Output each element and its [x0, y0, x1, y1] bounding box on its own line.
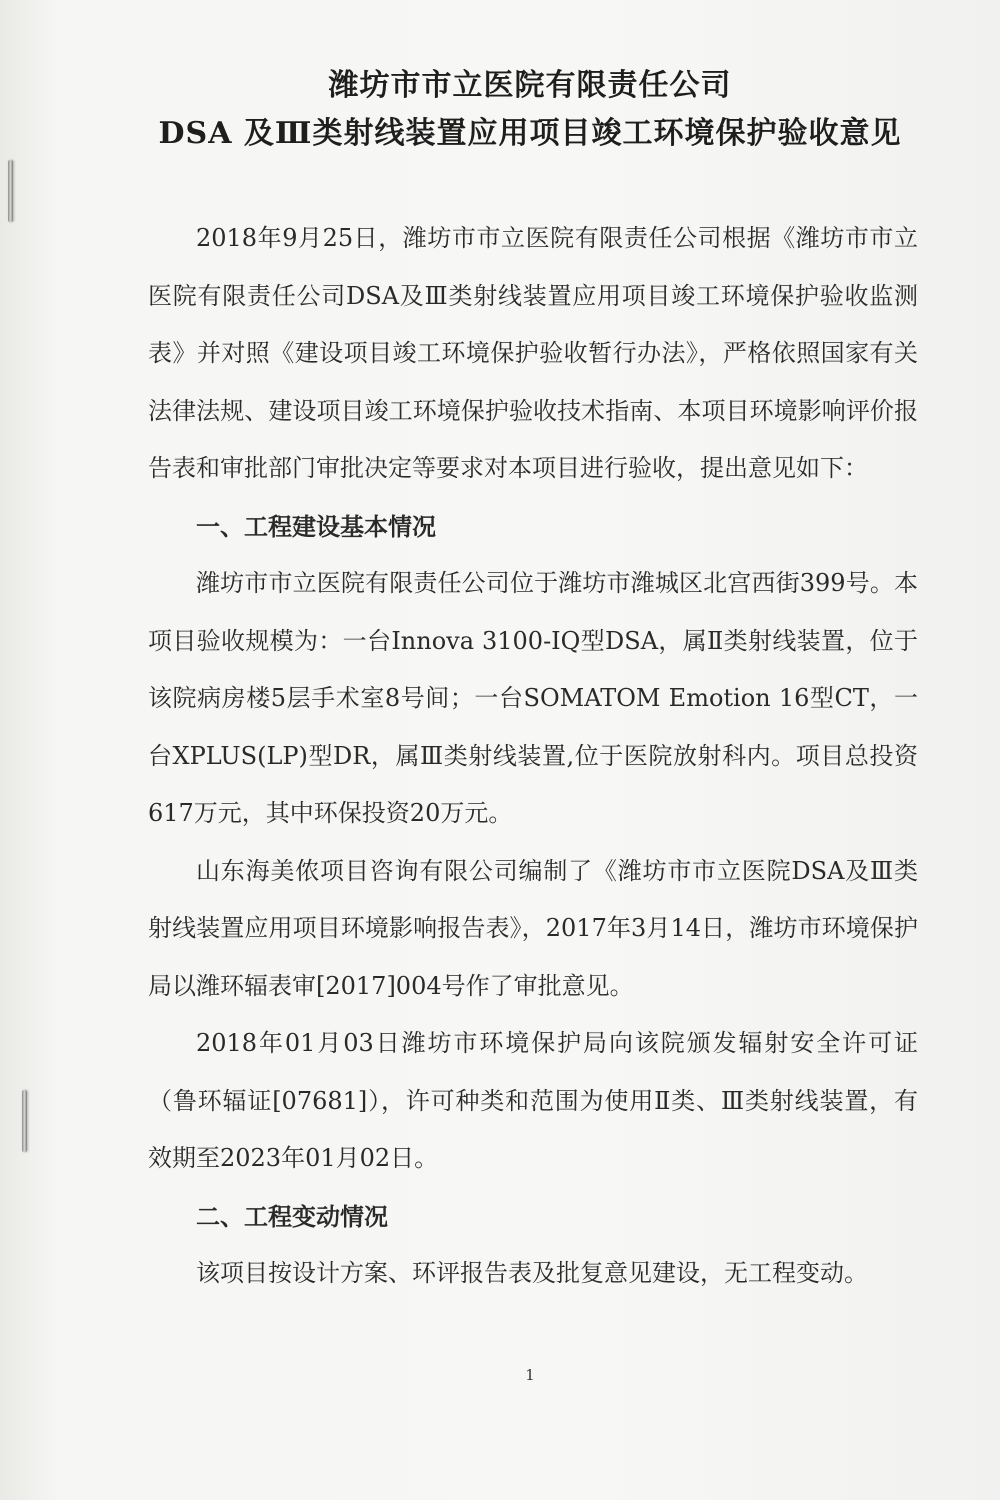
- staple-bottom: [22, 1090, 27, 1152]
- section1-heading: 一、工程建设基本情况: [196, 511, 436, 541]
- section1-paragraph-location: 潍坊市市立医院有限责任公司位于潍坊市潍城区北宫西街399号。本项目验收规模为：一台Innova 3100-IQ型DSA，属Ⅱ类射线装置，位于该院病房楼5层手术室8号间；一台SOMATOM Emotion 16型CT，一台XPLUS(LP)型DR，属Ⅲ类射线装置,位于医院放射科内。项目总投资617万元，其中环保投资20万元。: [148, 569, 918, 827]
- document-title-line1: 潍坊市市立医院有限责任公司: [328, 68, 732, 103]
- section1-paragraph-eia: 山东海美侬项目咨询有限公司编制了《潍坊市市立医院DSA及Ⅲ类射线装置应用项目环境影响报告表》，2017年3月14日，潍坊市环境保护局以潍环辐表审[2017]004号作了审批意见。: [148, 856, 918, 1000]
- page-number: 1: [525, 1366, 535, 1384]
- section2-paragraph: 该项目按设计方案、环评报告表及批复意见建设，无工程变动。: [196, 1259, 868, 1287]
- section2-heading: 二、工程变动情况: [196, 1201, 388, 1231]
- intro-paragraph: 2018年9月25日，潍坊市市立医院有限责任公司根据《潍坊市市立医院有限责任公司DSA及Ⅲ类射线装置应用项目竣工环境保护验收监测表》并对照《建设项目竣工环境保护验收暂行办法》，严格依照国家有关法律法规、建设项目竣工环境保护验收技术指南、本项目环境影响评价报告表和审批部门审批决定等要求对本项目进行验收，提出意见如下：: [148, 224, 918, 482]
- section1-paragraph-license: 2018年01月03日潍坊市环境保护局向该院颁发辐射安全许可证（鲁环辐证[07681]），许可种类和范围为使用Ⅱ类、Ⅲ类射线装置，有效期至2023年01月02日。: [148, 1029, 918, 1172]
- staple-top: [8, 160, 13, 222]
- document-title-line2: DSA 及Ⅲ类射线装置应用项目竣工环境保护验收意见: [158, 116, 902, 151]
- document-body: [148, 210, 918, 1303]
